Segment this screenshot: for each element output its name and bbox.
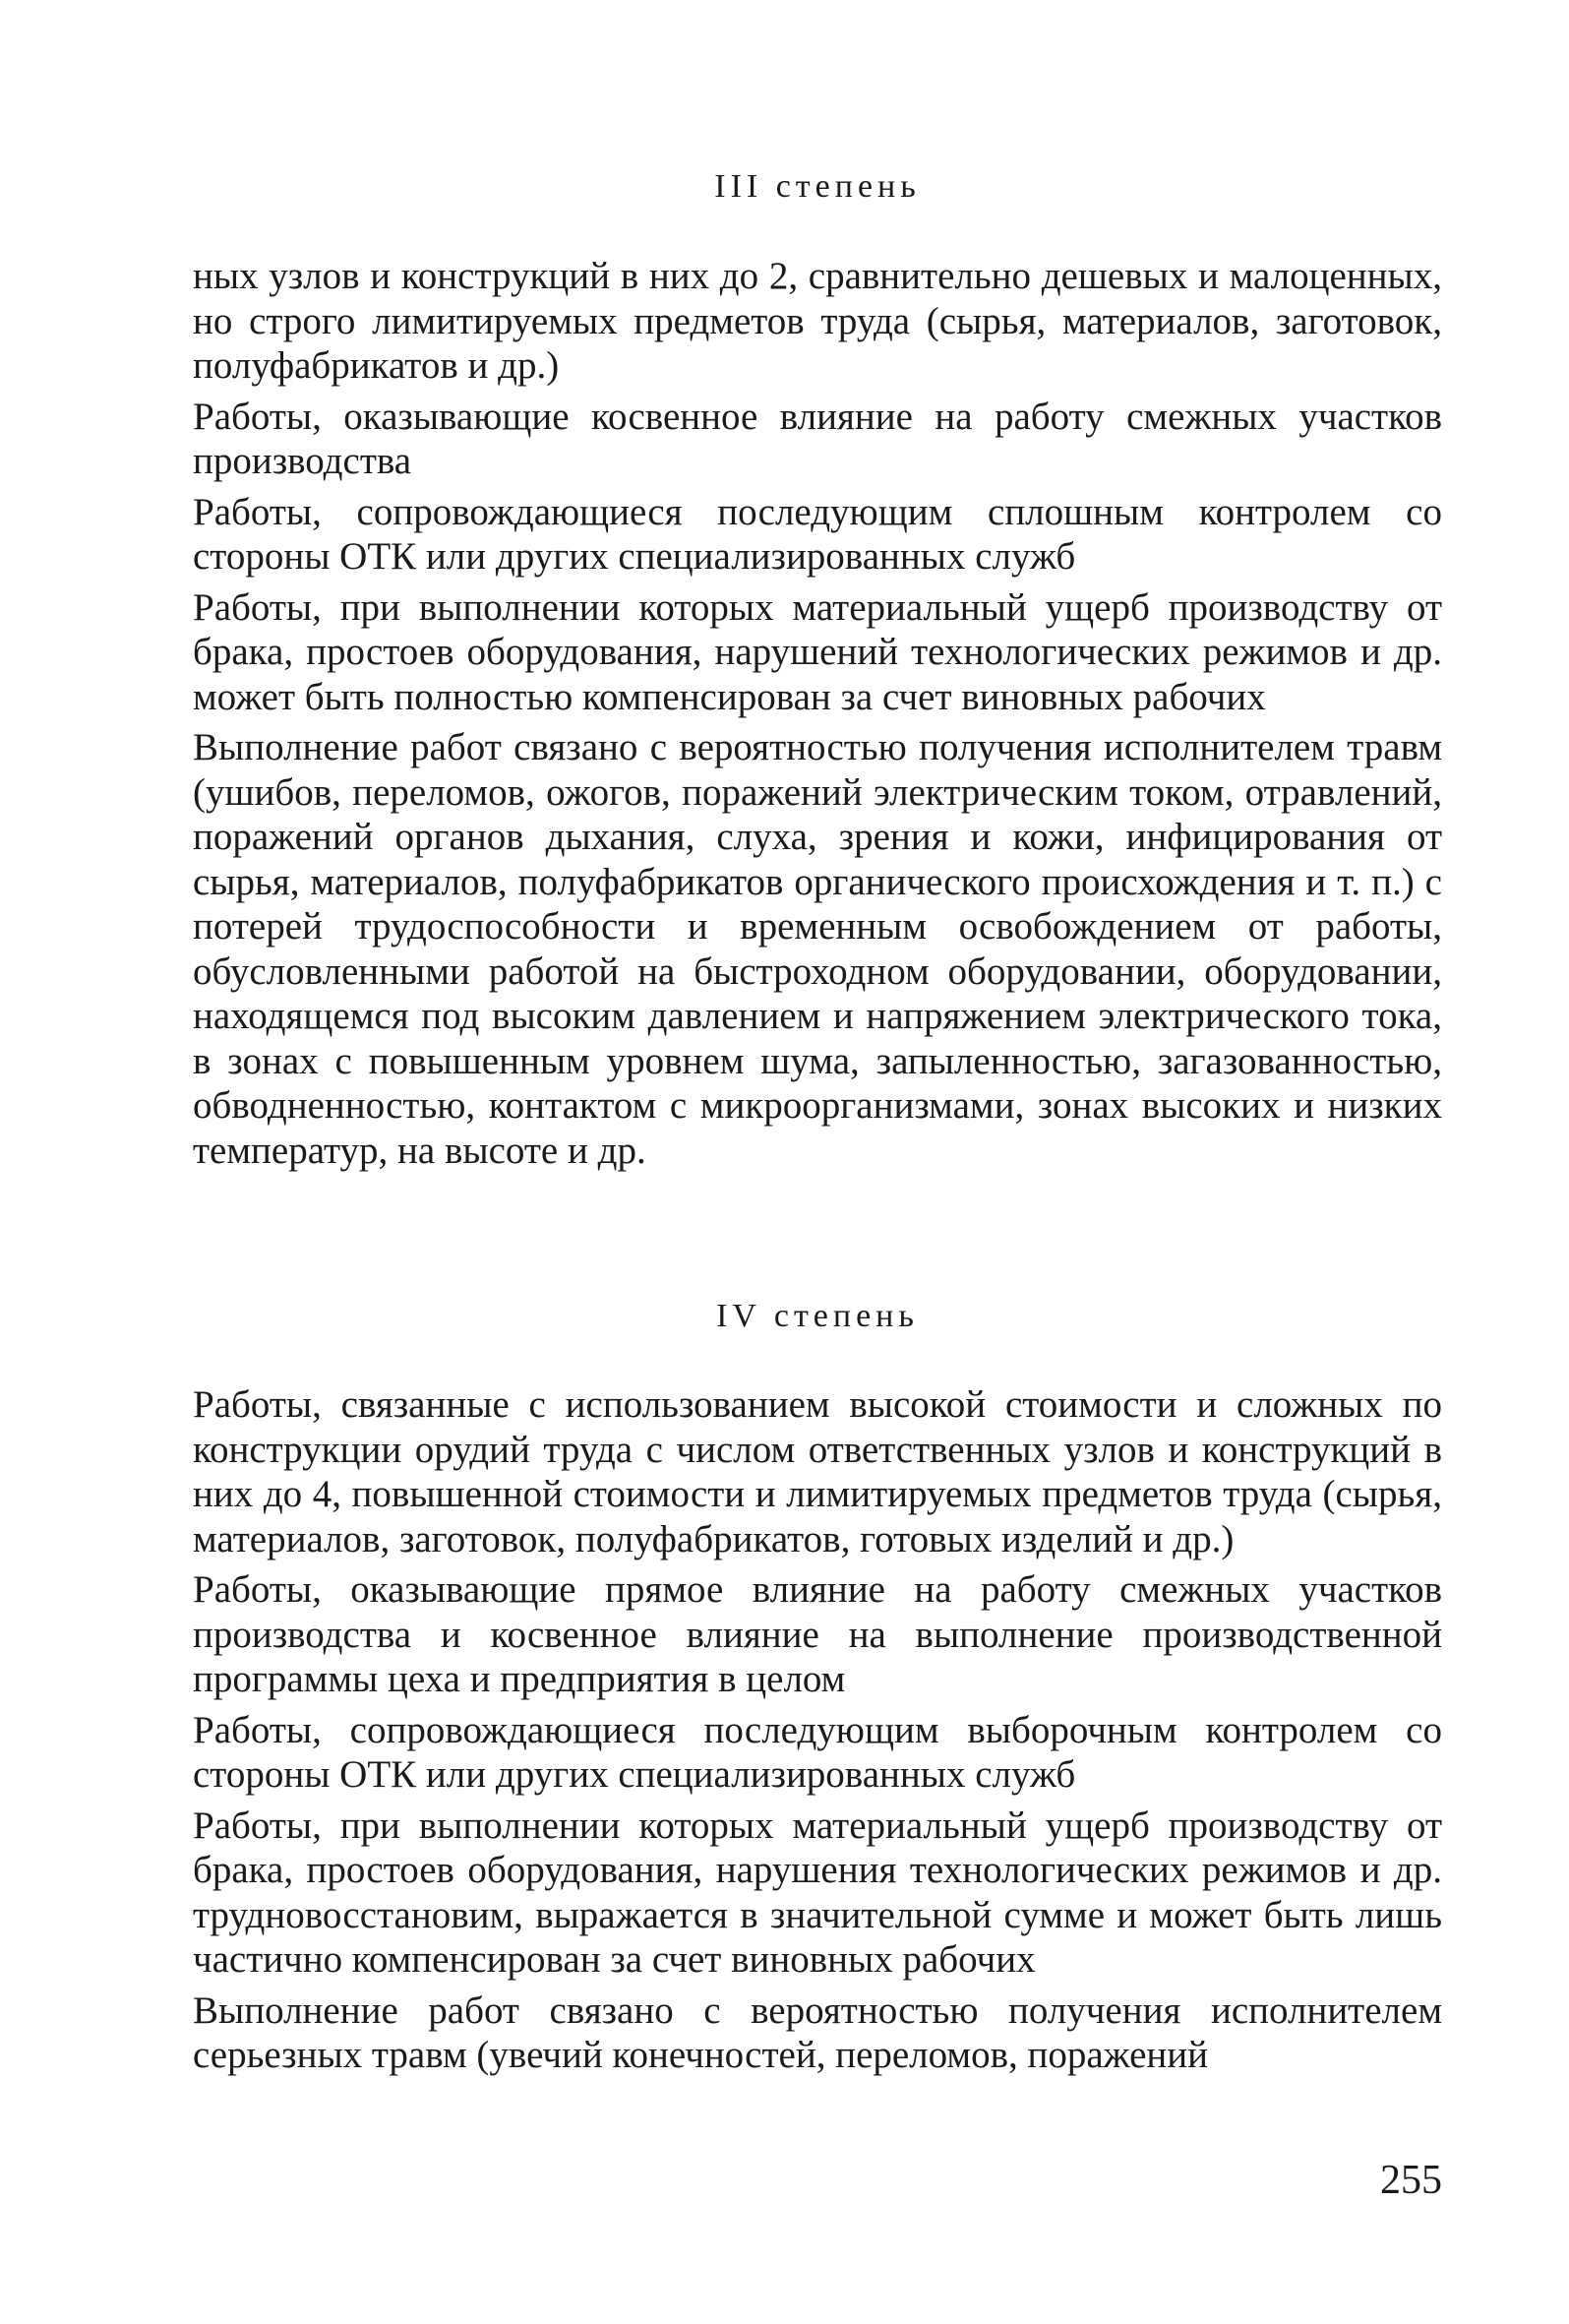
- paragraph: Выполнение работ связано с вероятностью получения исполнителем серьезных травм (увечий конечностей, переломов, поражений: [193, 1988, 1442, 2076]
- paragraph: Работы, сопровождающиеся последующим выборочным контролем со стороны ОТК или других специализированных служб: [193, 1708, 1442, 1796]
- paragraph: Работы, оказывающие косвенное влияние на работу смежных участков производства: [193, 395, 1442, 482]
- paragraph: Работы, сопровождающиеся последующим сплошным контролем со стороны ОТК или других специализированных служб: [193, 490, 1442, 578]
- paragraph: Работы, связанные с использованием высокой стоимости и сложных по конструкции орудий труда с числом ответственных узлов и конструкций в них до 4, повышенной стоимости и лимитируемых предметов труда (сырья, материалов, заготовок, полуфабрикатов, готовых изделий и др.): [193, 1383, 1442, 1560]
- paragraph: Работы, оказывающие прямое влияние на работу смежных участков производства и косвенное влияние на выполнение производственной программы цеха и предприятия в целом: [193, 1568, 1442, 1700]
- paragraph: ных узлов и конструкций в них до 2, сравнительно дешевых и малоценных, но строго лимитируемых предметов труда (сырья, материалов, заготовок, полуфабрикатов и др.): [193, 255, 1442, 387]
- section-iii-body: [193, 254, 1442, 1179]
- section-iv-body: [193, 1382, 1442, 2084]
- paragraph: Работы, при выполнении которых материальный ущерб производству от брака, простоев оборудования, нарушений технологических режимов и др. может быть полностью компенсирован за счет виновных рабочих: [193, 585, 1442, 718]
- section-heading-iii: III степень: [714, 168, 921, 205]
- paragraph: Работы, при выполнении которых материальный ущерб производству от брака, простоев оборудования, нарушения технологических режимов и др. трудновосстановим, выражается в значительной сумме и может быть лишь частично компенсирован за счет виновных рабочих: [193, 1804, 1442, 1981]
- page-number: 255: [1380, 2158, 1442, 2203]
- section-heading-iv: IV степень: [716, 1298, 919, 1334]
- paragraph: Выполнение работ связано с вероятностью получения исполнителем травм (ушибов, переломов, ожогов, поражений электрическим током, отравлений, поражений органов дыхания, слуха, зрения и кожи, инфицирования от сырья, материалов, полуфабрикатов органического происхождения и т. п.) с потерей трудоспособности и временным освобождением от работы, обусловленными работой на быстроходном оборудовании, оборудовании, находящемся под высоким давлением и напряжением электрического тока, в зонах с повышенным уровнем шума, запыленностью, загазованностью, обводненностью, контактом с микроорганизмами, зонах высоких и низких температур, на высоте и др.: [193, 726, 1442, 1172]
